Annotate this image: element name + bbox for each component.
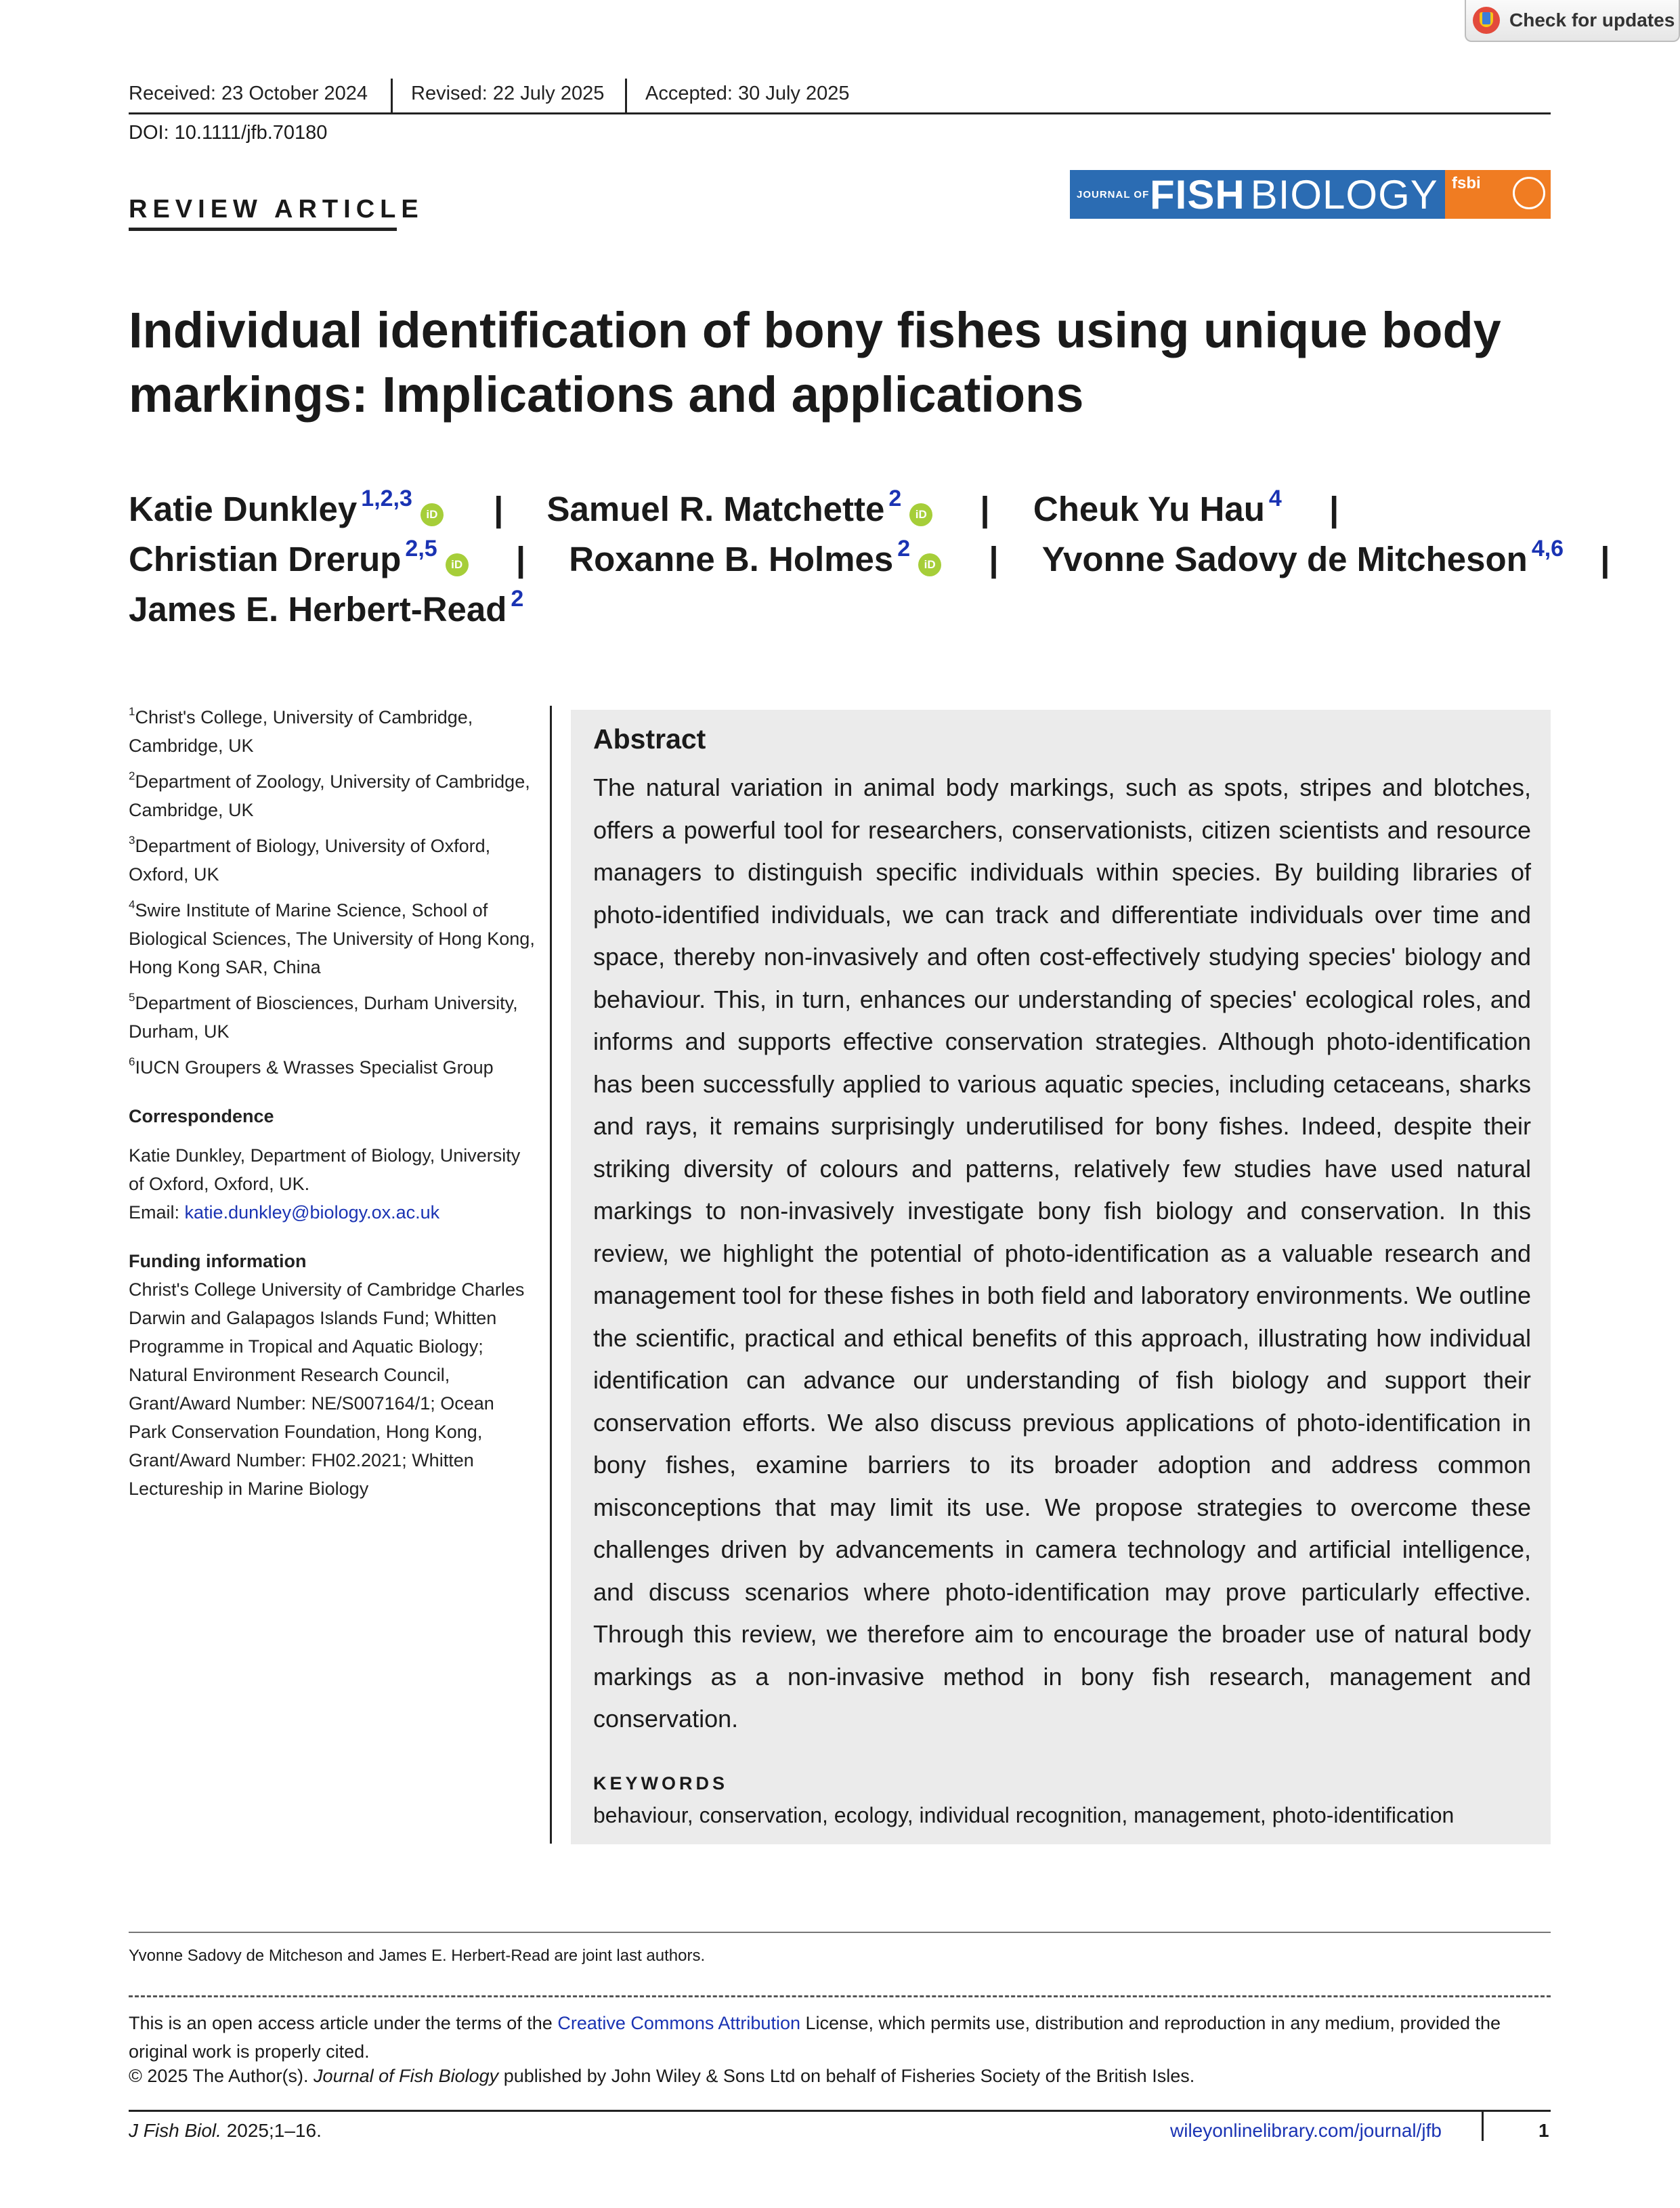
author-affiliation: 4,6 (1531, 536, 1564, 561)
orcid-icon[interactable]: iD (918, 553, 941, 576)
journal-url-link[interactable]: wileyonlinelibrary.com/journal/jfb (1170, 2120, 1442, 2141)
header-rule (129, 112, 1551, 114)
orcid-icon[interactable]: iD (446, 553, 469, 576)
crossmark-icon (1473, 7, 1500, 34)
article-type: REVIEW ARTICLE (129, 195, 424, 224)
abstract-text: The natural variation in animal body markings, such as spots, stripes and blotches, offers a powerful tool for researchers, conservationists, citizen scientists and resource managers to distinguish specific individuals within species. By building libraries of photo-identified individuals, we can track and differentiate individuals over time and space, thereby non-invasively and often cost-effectively studying species' biology and behaviour. This, in turn, enhances our understanding of species' ecological roles, and informs and supports effective conservation strategies. Although photo-identification has been successfully applied to various aquatic species, including cetaceans, sharks and rays, it remains surprisingly underutilised for bony fishes. Indeed, despite their striking diversity of colours and patterns, relatively few studies have used natural markings to non-invasively investigate bony fish biology and conservation. In this review, we highlight the potential of photo-identification as a valuable research and management tool for these fishes in both field and laboratory environments. We outline the scientific, practical and ethical benefits of this approach, illustrating how individual identification can advance our understanding of fish biology and support their conservation efforts. We also discuss previous applications of photo-identification in bony fishes, examine barriers to its broader adoption and address common misconceptions that may limit its use. We propose strategies to overcome these challenges driven by advancements in camera technology and artificial intelligence, and discuss scenarios where photo-identification may prove particularly effective. Through this review, we therefore aim to encourage the broader use of natural body markings as a non-invasive method in bony fish research, management and conservation. (593, 773, 1531, 1733)
author-separator: | (1329, 490, 1339, 528)
affiliations-sidebar (129, 703, 535, 1503)
author-name: Yvonne Sadovy de Mitcheson (1041, 540, 1528, 578)
abstract-heading: Abstract (593, 723, 706, 755)
license-text: This is an open access article under the terms of the Creative Commons Attribution License, which permits use, distribution and reproduction in any medium, provided the original work is properly cited. (129, 2013, 1501, 2062)
author-affiliation: 2,5 (405, 536, 437, 561)
author-name: James E. Herbert-Read (129, 590, 507, 629)
email-link[interactable]: katie.dunkley@biology.ox.ac.uk (184, 1202, 440, 1223)
fsbi-logo: fsbi (1445, 170, 1551, 219)
received-date: Received: 23 October 2024 (129, 83, 368, 104)
author-separator: | (980, 490, 990, 528)
header-divider (625, 79, 627, 112)
author-affiliation: 2 (511, 586, 524, 612)
orcid-icon[interactable]: iD (909, 503, 932, 526)
globe-icon (1513, 177, 1545, 209)
author-affiliation: 4 (1268, 486, 1282, 511)
journal-logo: JOURNAL OF FISH BIOLOGY fsbi (1070, 170, 1551, 219)
check-for-updates-button[interactable] (1465, 0, 1680, 42)
license-link[interactable]: Creative Commons Attribution (557, 2013, 800, 2033)
correspondence-email-line: Email: katie.dunkley@biology.ox.ac.uk (129, 1202, 440, 1223)
citation: J Fish Biol. 2025;1–16. (129, 2120, 322, 2141)
orcid-icon[interactable]: iD (421, 503, 444, 526)
page-number: 1 (1538, 2120, 1549, 2141)
revised-date: Revised: 22 July 2025 (411, 83, 605, 104)
joint-authors-note: Yvonne Sadovy de Mitcheson and James E. Herbert-Read are joint last authors. (129, 1947, 706, 1965)
footnote-rule (129, 1932, 1551, 1933)
accepted-date: Accepted: 30 July 2025 (645, 83, 850, 104)
affiliation: $^2$Department of Zoology, University of Cambridge, Cambridge, UK (129, 769, 530, 820)
author-name: Christian Drerup (129, 540, 402, 578)
correspondence-text: Katie Dunkley, Department of Biology, University of Oxford, Oxford, UK. (129, 1145, 521, 1194)
footer-divider (1482, 2110, 1484, 2141)
author-affiliation: 2 (888, 486, 902, 511)
check-for-updates-label: Check for updates (1509, 9, 1675, 30)
affiliation: $^5$Department of Biosciences, Durham University, Durham, UK (129, 991, 518, 1042)
author-row-3 (129, 586, 524, 629)
author-separator: | (494, 490, 504, 528)
footer-rule (129, 2110, 1551, 2112)
author-name: Roxanne B. Holmes (569, 540, 894, 578)
keywords-heading: KEYWORDS (593, 1773, 729, 1793)
affiliation: $^3$Department of Biology, University of Oxford, Oxford, UK (129, 834, 491, 885)
funding-heading: Funding information (129, 1251, 307, 1271)
affiliation: $^6$IUCN Groupers & Wrasses Specialist Group (129, 1055, 494, 1078)
dashed-rule (129, 1995, 1551, 1997)
sidebar-divider (550, 706, 552, 1844)
author-affiliation: 1,2,3 (361, 486, 412, 511)
author-row-2 (129, 536, 1610, 579)
author-name: Cheuk Yu Hau (1033, 490, 1265, 528)
article-type-underline (129, 228, 397, 231)
funding-text: Christ's College University of Cambridge Charles Darwin and Galapagos Islands Fund; Whitten Programme in Tropical and Aquatic Biology; Natural Environment Research Council, Grant/Award Number: NE/S007164/1; Ocean Park Conservation Foundation, Hong Kong, Grant/Award Number: FH02.2021; Whitten Lectureship in Marine Biology (129, 1279, 525, 1499)
author-row-1 (129, 486, 1339, 529)
author-separator: | (515, 540, 526, 578)
affiliation: $^1$Christ's College, University of Cambridge, Cambridge, UK (129, 705, 473, 756)
author-separator: | (1600, 540, 1610, 578)
author-name: Samuel R. Matchette (546, 490, 885, 528)
header-divider (391, 79, 393, 112)
affiliation: $^4$Swire Institute of Marine Science, School of Biological Sciences, The University of Hong Kong, Hong Kong SAR, China (129, 898, 535, 977)
copyright-text: © 2025 The Author(s). Journal of Fish Biology published by John Wiley & Sons Ltd on behalf of Fisheries Society of the British Isles. (129, 2066, 1195, 2086)
correspondence-heading: Correspondence (129, 1106, 274, 1126)
article-title: Individual identification of bony fishes using unique body markings: Implications and applications (129, 302, 1501, 423)
author-name: Katie Dunkley (129, 490, 358, 528)
keywords-text: behaviour, conservation, ecology, individual recognition, management, photo-identification (593, 1803, 1455, 1827)
doi: DOI: 10.1111/jfb.70180 (129, 122, 328, 144)
author-affiliation: 2 (897, 536, 911, 561)
author-separator: | (989, 540, 999, 578)
